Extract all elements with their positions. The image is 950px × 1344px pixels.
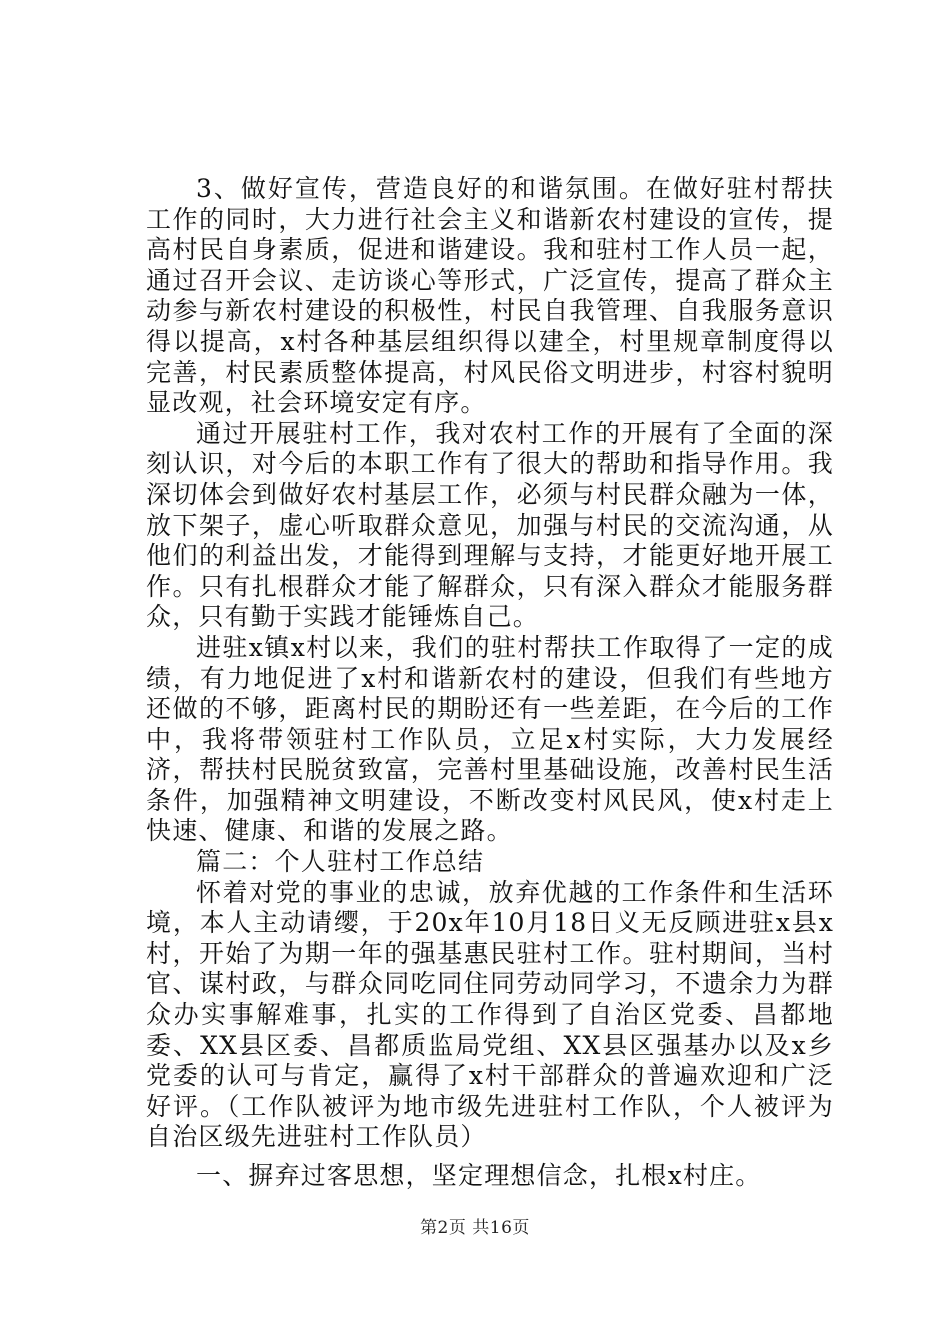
document-body <box>146 174 834 1192</box>
section-heading-part-two: 篇二：个人驻村工作总结 <box>196 847 485 877</box>
paragraph-publicity: 3、做好宣传，营造良好的和谐氛围。在做好驻村帮扶工作的同时，大力进行社会主义和谐新农村建设的宣传，提高村民自身素质，促进和谐建设。我和驻村工作人员一起，通过召开会议、走访谈心等形式，广泛宣传，提高了群众主动参与新农村建设的积极性，村民自我管理、自我服务意识得以提高，x村各种基层组织得以建全，村里规章制度得以完善，村民素质整体提高，村风民俗文明进步，村容村貌明显改观，社会环境安定有序。 <box>146 174 834 418</box>
page-number-footer: 第2页 共16页 <box>420 1218 530 1238</box>
paragraph-reflection: 通过开展驻村工作，我对农村工作的开展有了全面的深刻认识，对今后的本职工作有了很大的帮助和指导作用。我深切体会到做好农村基层工作，必须与村民群众融为一体，放下架子，虚心听取群众意见，加强与村民的交流沟通，从他们的利益出发，才能得到理解与支持，才能更好地开展工作。只有扎根群众才能了解群众，只有深入群众才能服务群众，只有勤于实践才能锤炼自己。 <box>146 418 834 632</box>
subheading-point-one: 一、摒弃过客思想，坚定理想信念，扎根x村庄。 <box>196 1161 762 1190</box>
paragraph-introduction: 怀着对党的事业的忠诚，放弃优越的工作条件和生活环境，本人主动请缨，于20x年10月18日义无反顾进驻x县x村，开始了为期一年的强基惠民驻村工作。驻村期间，当村官、谋村政，与群众同吃同住同劳动同学习，不遗余力为群众办实事解难事，扎实的工作得到了自治区党委、昌都地委、XX县区委、昌都质监局党组、XX县区强基办以及x乡党委的认可与肯定，赢得了x村干部群众的普遍欢迎和广泛好评。（工作队被评为地市级先进驻村工作队，个人被评为自治区级先进驻村工作队员） <box>146 877 834 1152</box>
paragraph-outlook: 进驻x镇x村以来，我们的驻村帮扶工作取得了一定的成绩，有力地促进了x村和谐新农村的建设，但我们有些地方还做的不够，距离村民的期盼还有一些差距，在今后的工作中，我将带领驻村工作队员，立足x村实际，大力发展经济，帮扶村民脱贫致富，完善村里基础设施，改善村民生活条件，加强精神文明建设，不断改变村风民风，使x村走上快速、健康、和谐的发展之路。 <box>146 632 834 846</box>
